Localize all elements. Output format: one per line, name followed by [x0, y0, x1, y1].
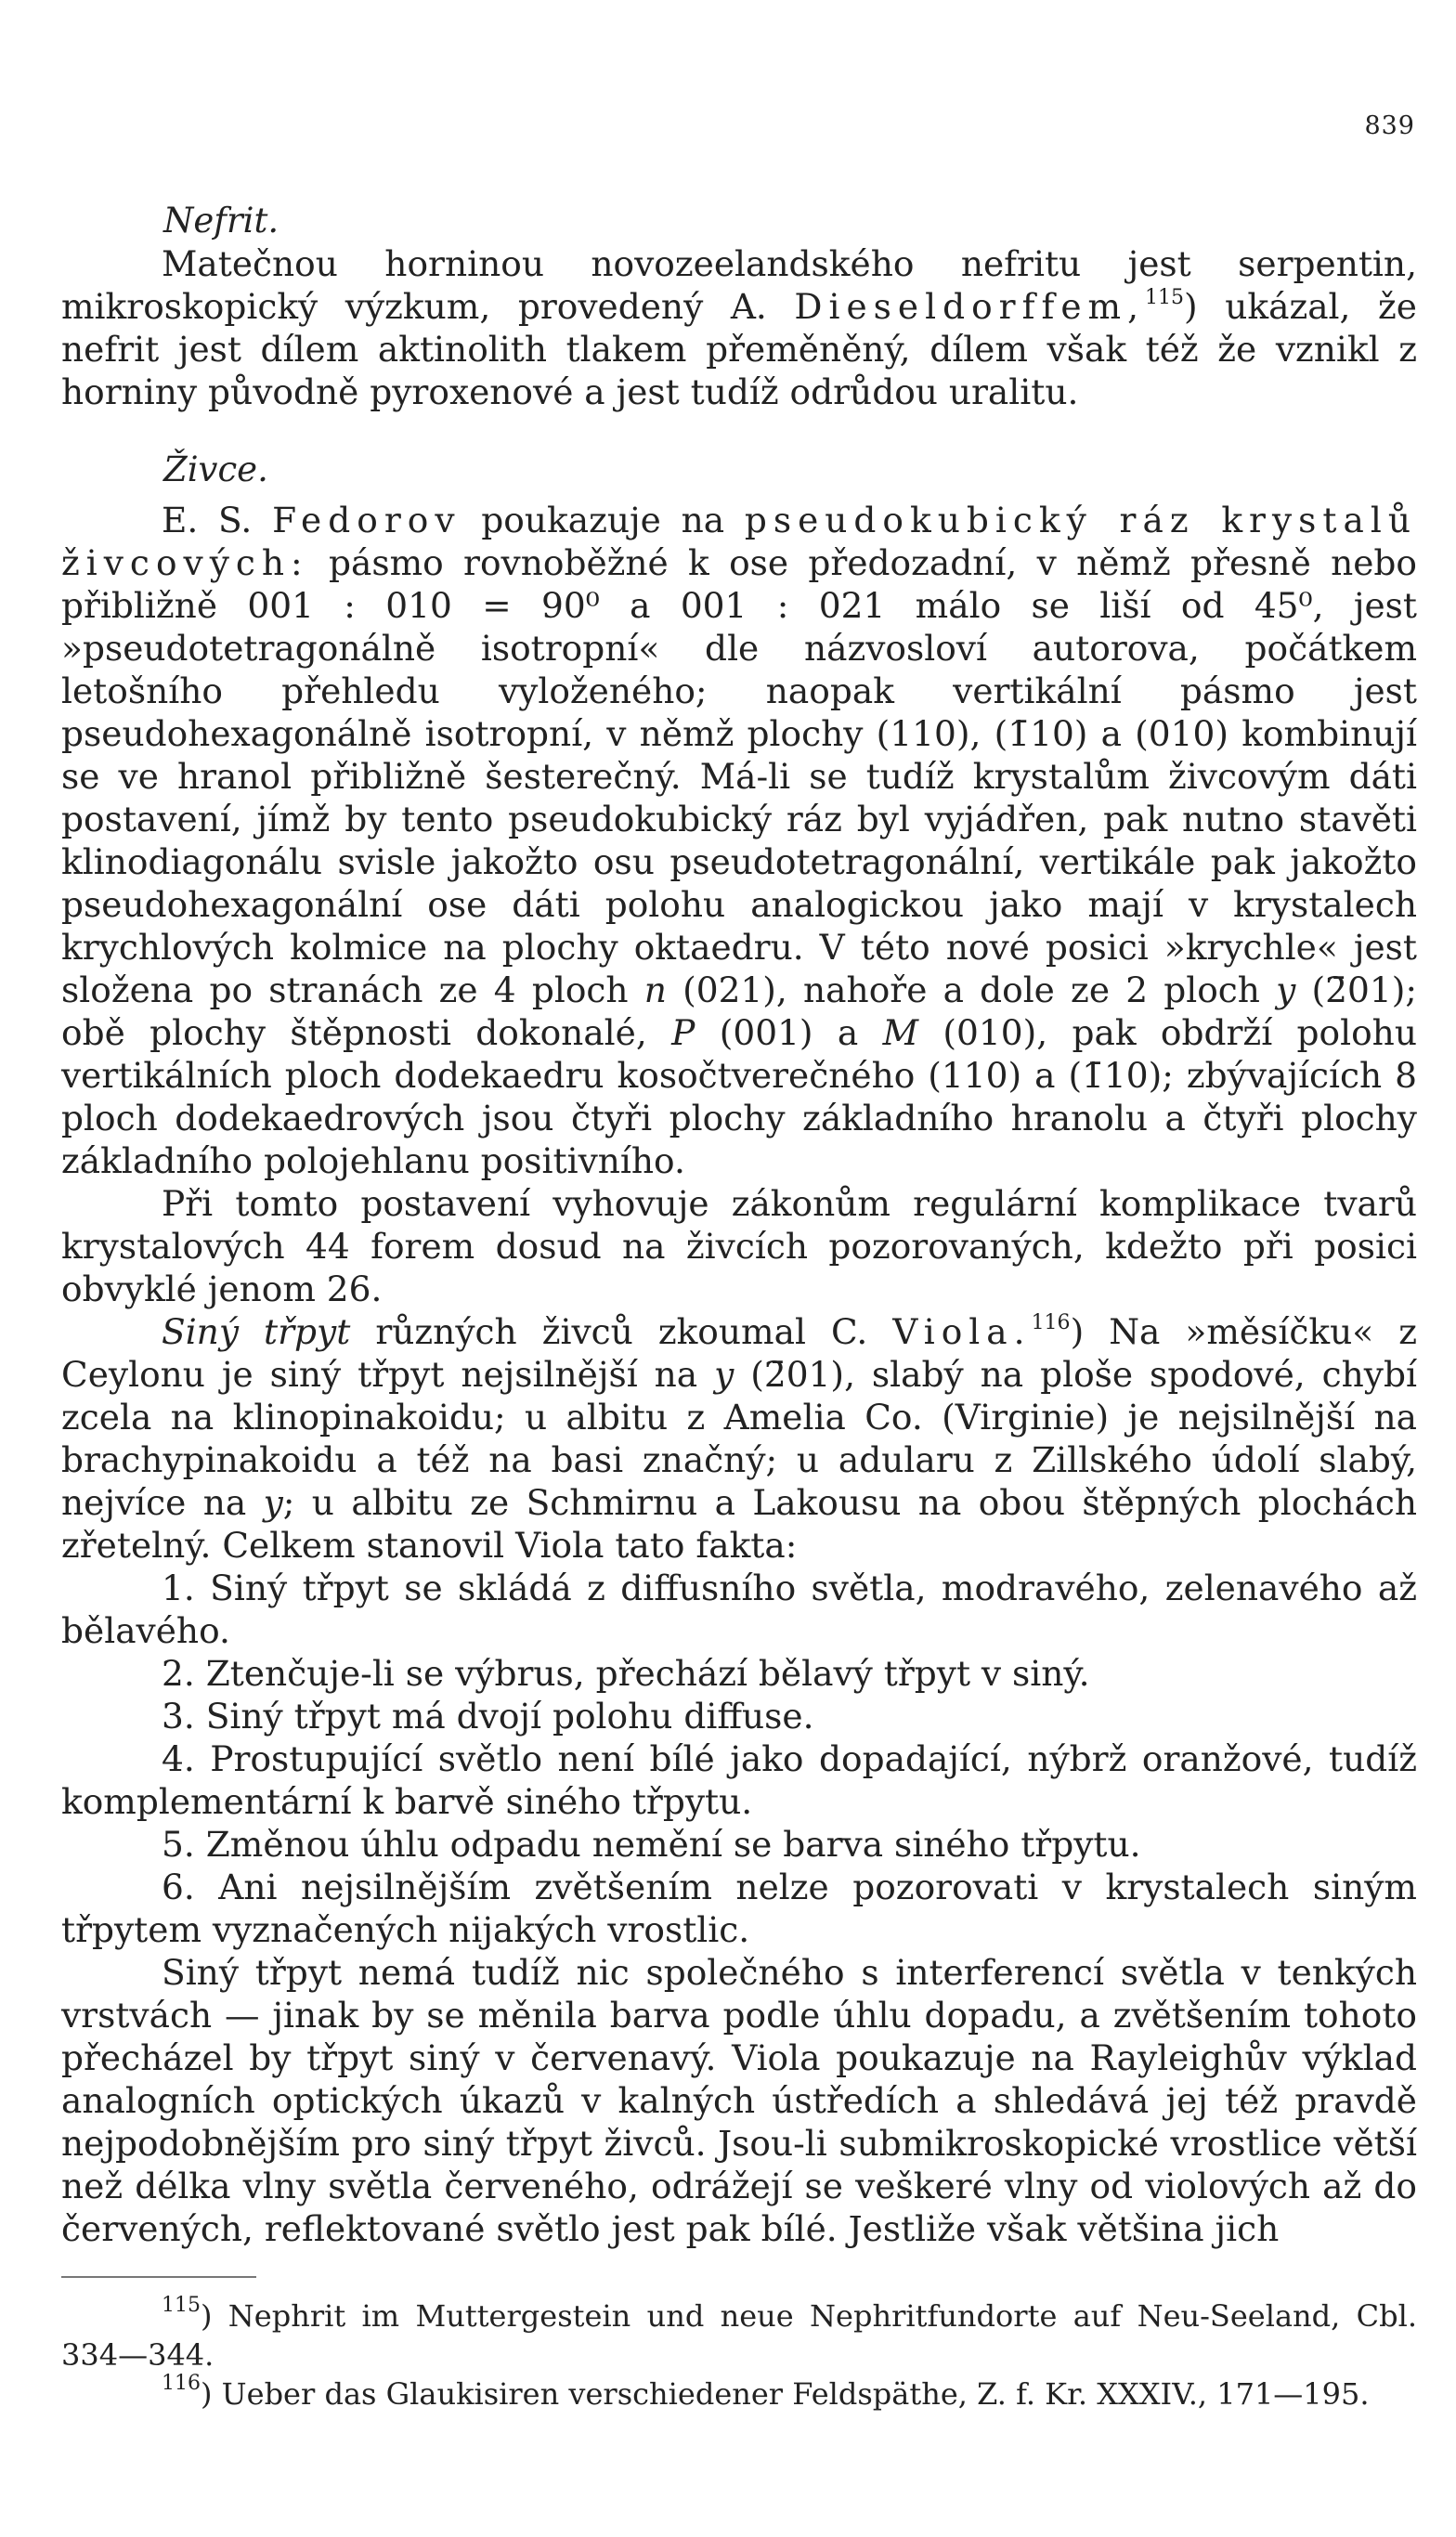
- paragraph-zivce-2: Při tomto postavení vyhovuje zákonům regulární komplikace tvarů krystalových 44 forem dosud na živcích pozorovaných, kdežto při posici obvyklé jenom 26.: [61, 1183, 1417, 1309]
- page-body: [61, 200, 1417, 2413]
- paragraph-zivce-3: Siný třpyt různých živců zkoumal C. Viola.$^{116}$) Na »měsíčku« z Ceylonu je siný třpyt nejsilnější na y (2̄01), slabý na ploše spodové, chybí zcela na klinopinakoidu; u albitu z Amelia Co. (Virginie) je nejsilnější na brachypinakoidu a též na basi značný; u adularu z Zillského údolí slabý, nejvíce na y; u albitu ze Schmirnu a Lakousu na obou štěpných plochách zřetelný. Celkem stanovil Viola tato fakta:: [61, 1311, 1417, 1566]
- page-number: 839: [1364, 111, 1415, 140]
- footnote-ref: 116: [1031, 1311, 1071, 1334]
- author-name: Fedorov: [272, 500, 462, 540]
- italic-term: Siný třpyt: [162, 1311, 351, 1352]
- author-name: Viola.: [892, 1311, 1032, 1352]
- list-item: 5. Změnou úhlu odpadu nemění se barva siného třpytu.: [162, 1824, 1141, 1865]
- author-name: Dieseldorffem,: [794, 286, 1146, 327]
- footnote: $^{115}$) Nephrit im Muttergestein und neue Nephritfundorte auf Neu-Seeland, Cbl. 334—344.: [61, 2294, 1417, 2373]
- footnote: $^{116}$) Ueber das Glaukisiren verschiedener Feldspäthe, Z. f. Kr. XXXIV., 171—195.: [162, 2372, 1370, 2412]
- list-item: 6. Ani nejsilnějším zvětšením nelze pozorovati v krystalech siným třpytem vyznačených nijakých vrostlic.: [61, 1867, 1417, 1950]
- footnote-divider: [61, 2276, 256, 2278]
- section-heading-zivce: Živce.: [163, 449, 268, 489]
- paragraph-nefrit: Matečnou horninou novozeelandského nefritu jest serpentin, mikroskopický výzkum, provedený A. Dieseldorffem,$^{115}$) ukázal, že nefrit jest dílem aktinolith tlakem přeměněný, dílem však též že vznikl z horniny původně pyroxenové a jest tudíž odrůdou uralitu.: [61, 243, 1417, 412]
- list-item: 1. Siný třpyt se skládá z diffusního světla, modravého, zelenavého až bělavého.: [61, 1568, 1417, 1651]
- section-heading-nefrit: Nefrit.: [163, 201, 280, 241]
- paragraph-zivce-1: E. S. Fedorov poukazuje na pseudokubický ráz krystalů živcových: pásmo rovnoběžné k ose předozadní, v němž přesně nebo přibližně 001 : 010 = 90⁰ a 001 : 021 málo se liší od 45⁰, jest »pseudotetragonálně isotropní« dle názvosloví autorova, počátkem letošního přehledu vyloženého; naopak vertikální pásmo jest pseudohexagonálně isotropní, v němž plochy (110), (1̄10) a (010) kombinují se ve hranol přibližně šesterečný. Má-li se tudíž krystalům živcovým dáti postavení, jímž by tento pseudokubický ráz byl vyjádřen, pak nutno stavěti klinodiagonálu svisle jakožto osu pseudotetragonální, vertikále pak jakožto pseudohexagonální ose dáti polohu analogickou jako mají v krystalech krychlových kolmice na plochy oktaedru. V této nové posici »krychle« jest složena po stranách ze 4 ploch n (021), nahoře a dole ze 2 ploch y (2̄01); obě plochy štěpnosti dokonalé, P (001) a M (010), pak obdrží polohu vertikálních ploch dodekaedru kosočtverečného (110) a (1̄10); zbývajících 8 ploch dodekaedrových jsou čtyři plochy základního hranolu a čtyři plochy základního polojehlanu positivního.: [61, 500, 1417, 1181]
- list-item: 3. Siný třpyt má dvojí polohu diffuse.: [162, 1696, 814, 1737]
- list-item: 4. Prostupující světlo není bílé jako dopadající, nýbrž oranžové, tudíž komplementární k barvě siného třpytu.: [61, 1738, 1417, 1822]
- emphasis: pseudokubický ráz krystalů živcových:: [61, 500, 1417, 583]
- list-item: 2. Ztenčuje-li se výbrus, přechází bělavý třpyt v siný.: [162, 1653, 1090, 1694]
- footnote-ref: 115: [1145, 286, 1185, 309]
- paragraph-zivce-4: Siný třpyt nemá tudíž nic společného s interferencí světla v tenkých vrstvách — jinak by se měnila barva podle úhlu dopadu, a zvětšením tohoto přecházel by třpyt siný v červenavý. Viola poukazuje na Rayleighův výklad analogních optických úkazů v kalných ústředích a shledává jej též pravdě nejpodobnějším pro siný třpyt živců. Jsou-li submikroskopické vrostlice větší než délka vlny světla červeného, odrážejí se veškeré vlny od violových až do červených, reflektované světlo jest pak bílé. Jestliže však většina jich: [61, 1952, 1417, 2249]
